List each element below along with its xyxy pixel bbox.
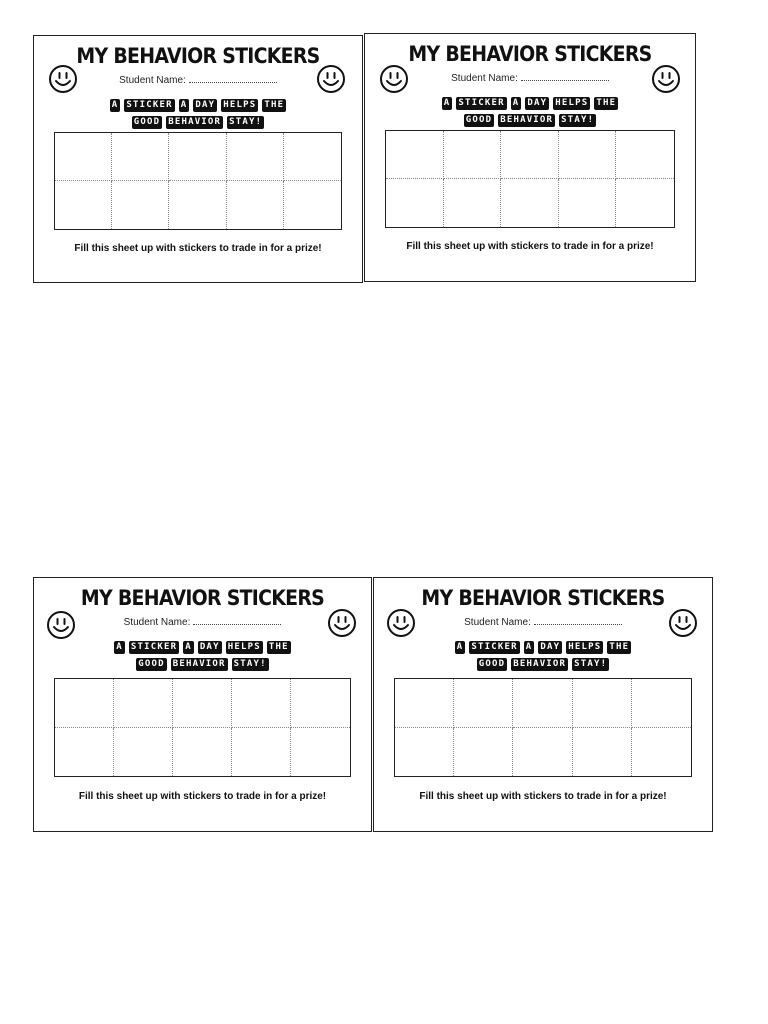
slogan-word: A <box>512 98 520 108</box>
slogan <box>365 93 695 127</box>
sticker-cell[interactable] <box>513 728 572 777</box>
sticker-cell[interactable] <box>386 131 444 179</box>
slogan-word: STICKER <box>126 100 173 110</box>
card-title: MY BEHAVIOR STICKERS <box>76 44 320 68</box>
sticker-cell[interactable] <box>559 131 617 179</box>
slogan-word: STICKER <box>471 642 518 652</box>
sticker-cell[interactable] <box>291 728 350 777</box>
slogan-word: HELPS <box>568 642 602 652</box>
sticker-cell[interactable] <box>232 728 291 777</box>
sticker-cell[interactable] <box>616 179 674 227</box>
slogan-word: DAY <box>195 100 216 110</box>
slogan-word: THE <box>268 642 289 652</box>
sticker-card <box>33 577 372 832</box>
sticker-cell[interactable] <box>55 181 112 229</box>
sticker-cell[interactable] <box>55 728 114 777</box>
slogan-line-1 <box>374 637 712 654</box>
sticker-cell[interactable] <box>114 679 173 728</box>
slogan-line-2 <box>374 654 712 671</box>
slogan-word: A <box>111 100 119 110</box>
slogan-word: A <box>180 100 188 110</box>
slogan-word: BEHAVIOR <box>168 117 222 127</box>
slogan-word: STICKER <box>458 98 505 108</box>
slogan-word: GOOD <box>478 659 506 669</box>
sticker-cell[interactable] <box>284 133 341 181</box>
student-name-line[interactable] <box>189 82 277 83</box>
sticker-cell[interactable] <box>501 179 559 227</box>
slogan-word: BEHAVIOR <box>172 659 226 669</box>
slogan-word: GOOD <box>138 659 165 669</box>
slogan-word: BEHAVIOR <box>500 115 554 125</box>
slogan-word: HELPS <box>223 100 257 110</box>
student-name-field[interactable] <box>374 617 712 628</box>
sticker-cell[interactable] <box>444 131 502 179</box>
slogan-word: STAY! <box>574 659 608 669</box>
student-name-line[interactable] <box>521 80 609 81</box>
sticker-cell[interactable] <box>173 728 232 777</box>
card-footer: Fill this sheet up with stickers to trade in for a prize! <box>74 243 322 254</box>
sticker-cell[interactable] <box>395 679 454 728</box>
sticker-cell[interactable] <box>227 181 284 229</box>
slogan-word: HELPS <box>227 642 261 652</box>
student-name-label: Student Name: <box>119 75 186 86</box>
sticker-cell[interactable] <box>55 679 114 728</box>
sticker-cell[interactable] <box>112 181 169 229</box>
sticker-card <box>373 577 713 832</box>
sticker-cell[interactable] <box>454 679 513 728</box>
student-name-label: Student Name: <box>123 617 191 628</box>
slogan-line-1 <box>34 637 371 654</box>
sticker-cell[interactable] <box>513 679 572 728</box>
card-footer: Fill this sheet up with stickers to trade in for a prize! <box>78 791 327 802</box>
slogan-word: STAY! <box>561 115 595 125</box>
sticker-cell[interactable] <box>284 181 341 229</box>
slogan-line-1 <box>34 95 362 112</box>
sticker-cell[interactable] <box>632 728 691 777</box>
sticker-card <box>33 35 363 283</box>
sticker-cell[interactable] <box>444 179 502 227</box>
sticker-cell[interactable] <box>55 133 112 181</box>
slogan-word: DAY <box>540 642 561 652</box>
student-name-label: Student Name: <box>451 73 518 84</box>
slogan-word: DAY <box>527 98 548 108</box>
slogan-line-2 <box>34 112 362 129</box>
slogan <box>34 637 371 671</box>
slogan-word: GOOD <box>133 117 161 127</box>
student-name-field[interactable] <box>365 73 695 84</box>
card-footer: Fill this sheet up with stickers to trade in for a prize! <box>419 791 667 802</box>
sticker-cell[interactable] <box>573 728 632 777</box>
sticker-cell[interactable] <box>559 179 617 227</box>
sticker-cell[interactable] <box>169 181 226 229</box>
slogan-word: A <box>525 642 533 652</box>
sticker-cell[interactable] <box>395 728 454 777</box>
sticker-cell[interactable] <box>291 679 350 728</box>
student-name-label: Student Name: <box>464 617 531 628</box>
slogan-word: STAY! <box>229 117 263 127</box>
slogan-word: BEHAVIOR <box>513 659 567 669</box>
slogan <box>34 95 362 129</box>
card-title: MY BEHAVIOR STICKERS <box>408 42 652 66</box>
sticker-cell[interactable] <box>173 679 232 728</box>
student-name-field[interactable] <box>34 75 362 86</box>
slogan-word: A <box>116 642 123 652</box>
sticker-cell[interactable] <box>616 131 674 179</box>
student-name-line[interactable] <box>193 624 281 625</box>
slogan-line-1 <box>365 93 695 110</box>
student-name-line[interactable] <box>534 624 622 625</box>
slogan-word: GOOD <box>465 115 493 125</box>
slogan-word: STAY! <box>233 659 267 669</box>
slogan-word: HELPS <box>555 98 589 108</box>
sticker-grid <box>54 678 351 777</box>
sticker-grid <box>54 132 342 230</box>
sticker-cell[interactable] <box>454 728 513 777</box>
sticker-cell[interactable] <box>573 679 632 728</box>
slogan-word: THE <box>609 642 630 652</box>
slogan-word: STICKER <box>130 642 178 652</box>
sticker-cell[interactable] <box>112 133 169 181</box>
slogan-word: THE <box>264 100 285 110</box>
sticker-cell[interactable] <box>386 179 444 227</box>
slogan-line-2 <box>365 110 695 127</box>
sticker-cell[interactable] <box>227 133 284 181</box>
slogan <box>374 637 712 671</box>
sticker-cell[interactable] <box>501 131 559 179</box>
card-footer: Fill this sheet up with stickers to trade in for a prize! <box>406 241 654 252</box>
slogan-word: A <box>456 642 464 652</box>
card-title: MY BEHAVIOR STICKERS <box>421 586 665 610</box>
slogan-line-2 <box>34 654 371 671</box>
sticker-cell[interactable] <box>169 133 226 181</box>
sticker-grid <box>385 130 675 228</box>
sticker-grid <box>394 678 692 777</box>
slogan-word: A <box>185 642 192 652</box>
slogan-word: DAY <box>199 642 220 652</box>
slogan-word: A <box>443 98 451 108</box>
sticker-cell[interactable] <box>232 679 291 728</box>
student-name-field[interactable] <box>34 617 371 628</box>
sticker-cell[interactable] <box>632 679 691 728</box>
card-title: MY BEHAVIOR STICKERS <box>80 586 325 610</box>
slogan-word: THE <box>596 98 617 108</box>
sticker-card <box>364 33 696 282</box>
sticker-cell[interactable] <box>114 728 173 777</box>
